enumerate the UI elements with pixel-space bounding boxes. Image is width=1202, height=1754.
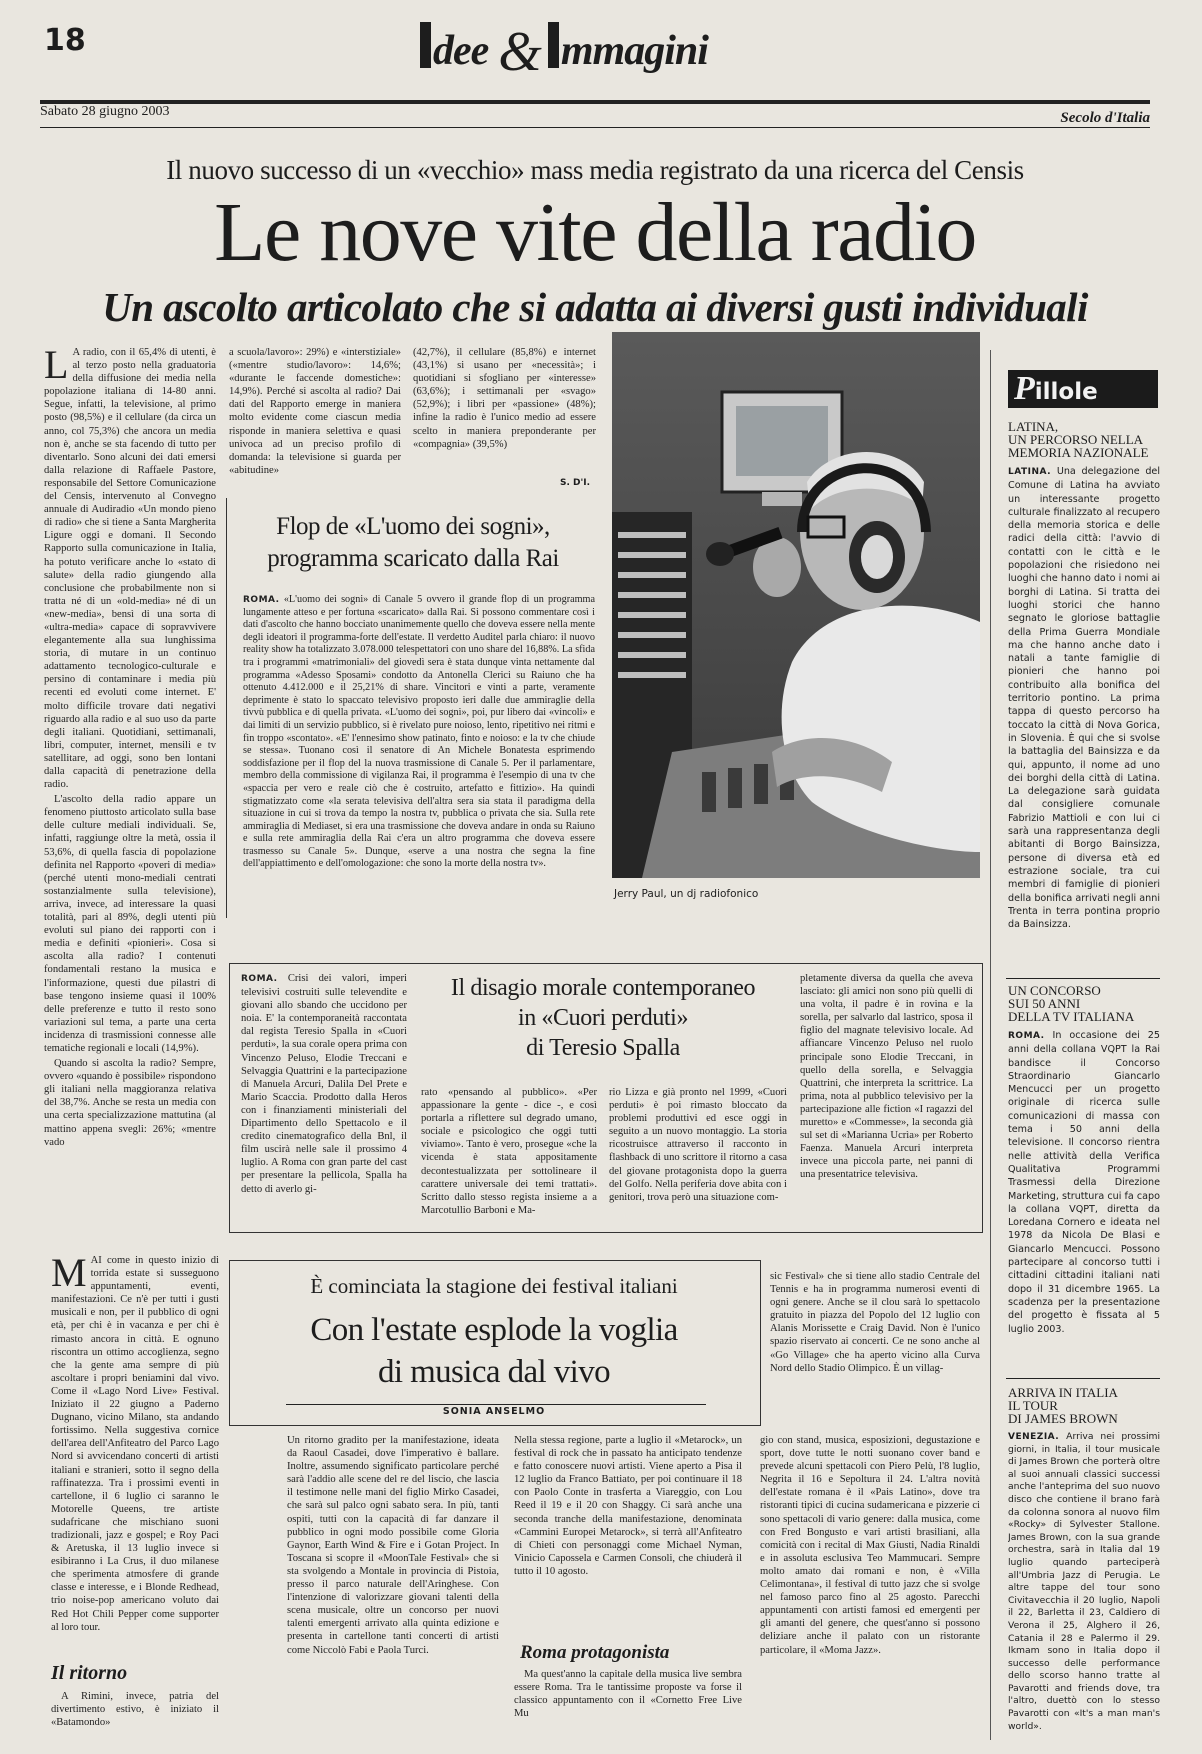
header-rule-2 xyxy=(40,127,1150,128)
disagio-col-1 xyxy=(241,972,407,1228)
festival-col3-text: Nella stessa regione, parte a luglio il «Metarock», un festival di rock che in passato ha anticipato tendenze e fatto conoscere nuovi artisti. Viene aperto a Pisa il 12 luglio da Franco Battiato, per poi continuare il 18 con Paolo Conte in trasferta a Viareggio, con Lou Reed il 19 e il 20 con Shaggy. Ci sarà anche una seconda tranche della manifestazione, denominata «Cammini Europei Metarock», si terrà all'Anfiteatro di Chieti con personaggi come Michael Nyman, Vinicio Capossela e Carmen Consoli, che chiuderà il tutto il 10 agosto. xyxy=(514,1435,742,1577)
sidebar-item-latina xyxy=(1008,420,1160,941)
sidebar-divider xyxy=(990,350,991,1740)
flop-body xyxy=(243,594,595,916)
disagio-col3-text: rio Lizza e già pronto nel 1999, «Cuori perduti» è poi rimasto bloccato da problemi produttivi ed esce oggi in seguito a un nuovo montaggio. La storia ricostruisce attraverso il racconto in flashback di uno scrittore il ritorno a casa del giovane protagonista dopo la guerra del Golfo. Nella periferia dove abita con i genitori, trova però una situazione com- xyxy=(609,1087,787,1203)
main-dropcap: L xyxy=(44,346,69,387)
sidebar-logo-initial: P xyxy=(1014,370,1035,407)
sidebar-item-concorso xyxy=(1008,984,1160,1379)
flop-headline-1: Flop de «L'uomo dei sogni», xyxy=(276,513,550,540)
festival-col3-tail xyxy=(514,1668,742,1732)
main-col3-p1: (42,7%), il cellulare (85,8%) e internet (43,1%) si usano per «necessità»; i quotidiani si sfogliano per «interesse» (63,6%); i settimanali per «svago» (52,9%); i libri per «passione» (48%); infine la radio è l'unico medio ad essere scelto in maniera preponderante per «compagnia» (39,5%) xyxy=(413,347,596,450)
disagio-col4-text: pletamente diversa da quella che aveva lasciato: gli amici non sono più quelli di una volta, il padre è in rovina e la sorella, per salvarlo dal lastrico, sposa il figlio del magnate televisivo locale. Ad affiancare Vincenzo Peluso nel ruolo principale sono Elodie Treccani, in quello della sorella, e Selvaggia Quattrini, che interpreta la scrittrice. La prima, nota al pubblico televisivo per la partecipazione alle fiction «I ragazzi del muretto» e «Commesse», la seconda già sul set di «Marianna Ucrìa» per Roberto Faenza. Manuela Arcuri interpreta invece una piccola parte, nei panni di una presentatrice televisiva. xyxy=(800,973,973,1181)
disagio-headline-3: di Teresio Spalla xyxy=(526,1035,680,1061)
concorso-place: ROMA. xyxy=(1008,1031,1045,1041)
section-bar-i2 xyxy=(548,22,559,68)
main-subheadline: Un ascolto articolato che si adatta ai diversi gusti individuali xyxy=(102,284,1088,330)
concorso-title-2: SUI 50 ANNI xyxy=(1008,996,1081,1011)
sidebar-logo xyxy=(1008,370,1158,408)
flop-place: ROMA. xyxy=(243,595,280,605)
sidebar-logo-text: illole xyxy=(1034,379,1098,405)
disagio-col-2 xyxy=(421,1086,597,1228)
latina-text: Una delegazione del Comune di Latina ha avviato un interessante progetto culturale finalizzato al recupero della memoria storica e delle radici della città: l'avvio di contatti con le città e le popolazioni che risiedono nei luoghi che hanno dato i nomi ai borghi di Latina. Si tratta dei luoghi storici che hanno segnato le gloriose battaglie della Prima Guerra Mondiale ma che hanno anche dato i natali a tante famiglie di pionieri che hanno poi contribuito alla bonifica del territorio pontino. La prima tappa di questo percorso ha toccato la città di Nova Gorica, in Slovenia. È qui che si svolse la battaglia del Bainsizza e da qui, appunto, il nome ad uno dei borghi della città di Latina. La delegazione sarà guidata dal consigliere comunale Fabrizio Mattioli e con lui ci sarà una rappresentanza degli abitanti di Borgo Bainsizza, persone di diversa età ed estrazione sociale, tra cui membri di famiglie di pionieri della bonifica arrivati negli anni Trenta in terra pontina proprio da Bainsizza. xyxy=(1008,466,1160,931)
festival-col-2 xyxy=(287,1434,499,1734)
latina-title-3: MEMORIA NAZIONALE xyxy=(1008,445,1149,460)
disagio-headline-2: in «Cuori perduti» xyxy=(517,1005,689,1031)
festival-kicker: È cominciata la stagione dei festival italiani xyxy=(310,1274,678,1298)
photo-caption: Jerry Paul, un dj radiofonico xyxy=(614,888,759,900)
section-title-part2: mmagini xyxy=(560,28,708,74)
main-col-3 xyxy=(413,346,596,480)
festival-subhead-roma: Roma protagonista xyxy=(520,1642,670,1663)
festival-col4-text: gio con stand, musica, esposizioni, degustazione e sport, dove tutte le notti suonano cover band e prevede alcuni spettacoli con Piero Pelù, l'8 luglio, Negrita il 16 e Sepoltura il 24. L'altra novità dell'estate romana è il «Pais Latino», dove tra ristoranti tipici di cucina sudamericana e pizzerie ci sono spettacoli di vario genere: dalla musica, come con Fred Bongusto e vari artisti brasiliani, alla comicità con i recital di Max Giusti, Nadia Rinaldi e in assoluta esclusiva Teo Mammucari. Sempre molto amato dai romani e non, è «Villa Celimontana», il festival di tutto jazz che si svolge nel famoso parco fino al 25 agosto. Parecchi appuntamenti con artisti famosi ed emergenti per gli amanti del genere, che quest'anno si possono deliziare anche il palato con un ristorante particolare, il «Moma Jazz». xyxy=(760,1435,980,1656)
dj-photo-illustration xyxy=(612,332,980,878)
main-col2-p1: a scuola/lavoro»: 29%) e «interstiziale» («mentre studio/lavoro»: 14,6%; «durante le faccende domestiche»: 14,9%). Perché si ascolta al radio? Dai dati del Rapporto emerge in maniera molto evidente come ciascun media risponde in maniera selettiva e quasi univoca ad un preciso profilo di domanda: la televisione si guarda per «abitudine» xyxy=(229,347,401,476)
festival-author-rule xyxy=(286,1404,706,1405)
festival-col3-tail-text: Ma quest'anno la capitale della musica live sembra essere Roma. Tra le tantissime proposte va forse il classico appuntamento con il «Cornetto Free Live Mu xyxy=(514,1669,742,1720)
disagio-headline-1: Il disagio morale contemporaneo xyxy=(450,975,756,1001)
festival-headline-1: Con l'estate esplode la voglia xyxy=(310,1312,678,1348)
festival-col-1 xyxy=(51,1254,219,1654)
flop-text: «L'uomo dei sogni» di Canale 5 ovvero il grande flop di un programma lungamente atteso e per fortuna «scaricato» dalla Rai. Si possono commentare così i dati d'ascolto che hanno bocciato unanimemente quello che doveva essere nella mente degli ideatori il programma-forte dell'estate. Il verdetto Auditel parla chiaro: il nuovo reality show ha totalizzato 3.078.000 telespettatori con uno share del 16,88%. La sfida tra i programmi «matrimoniali» del giovedì sera è stata dunque vinta nettamente dal programma «Adesso Sposami» condotto da Antonella Clerici su Raiuno che ha ottenuto 4.412.000 e il 25,21% di share. Vincitori e vinti a parte, veramente deprimente è stato lo spaccato televisivo proposto ieri dalle due ammiraglie della tivvù pubblica e di quella privata. «L'uomo dei sogni», poi, pur libero dai «vincoli» e dai limiti di un servizio pubblico, si è rivelato pure noioso, lento, ripetitivo nei ritmi e fin troppo «scontato». «E' l'ennesimo show patinato, finto e noioso: e la tv che chiude se stessa». Tuonano così il senatore di An Michele Bonatesta esprimendo soddisfazione per il flop del la nuova trasmissione di Canale 5. Per il parlamentare, membro della commissione di vigilanza Rai, il programma è l'esempio di una tv che «spaccia per vero e reale ciò che è costruito, artefatto e fittizio». Ha quindi stigmatizzato come «la serata televisiva dell'altra sera sia stata il paradigma della situazione in cui si trova da tempo la nostra tv, pubblica o privata che sia. Sulla rete ammiraglia di Mediaset, si era una trasmissione che doveva andare in onda su Raiuno e sulla rete ammiraglia della Rai c'era un altro programma che doveva essere trasmesso su Canale 5». Dunque, «serve a una nostra che segna la fine dell'appiattimento e dell'omologazione: che sono la morte della nostra tv». xyxy=(243,594,595,870)
main-col-1 xyxy=(44,346,216,1226)
latina-title-2: UN PERCORSO NELLA xyxy=(1008,432,1144,447)
disagio-col-3 xyxy=(609,1086,787,1228)
sidebar-rule-1 xyxy=(1006,978,1160,979)
festival-col1-tail xyxy=(51,1690,219,1730)
main-headline: Le nove vite della radio xyxy=(214,186,976,279)
section-title-part1: dee xyxy=(433,28,489,74)
disagio-col-4 xyxy=(800,972,973,1228)
main-col1-p2: L'ascolto della radio appare un fenomeno piuttosto articolato sulla base delle culture mediali individuali. Se, infatti, raggiunge oltre la metà, ossia il 53,6%, di quella fascia di popolazione definita nel Rapporto «poveri di media» (perché utenti mono-mediali centrati sostanzialmente sulla televisione), arriva, invece, ad interessare la quasi totalità, pari al 89%, degli utenti più evoluti sul piano dei rapporti con i media e definiti «pionieri». Cosa si ascolta alla radio? I contenuti fondamentali restano la musica e l'informazione, questi due pilastri di base tengono insieme quasi il 100% delle preferenze e tutto il resto sono variazioni sul tema, a parte una certa incidenza di trasmissioni connesse alle tematiche regionali e locali (14,9%). xyxy=(44,794,216,1054)
section-title-ampersand: & xyxy=(498,21,542,83)
date-line: Sabato 28 giugno 2003 xyxy=(40,104,170,119)
main-col1-p3: Quando si ascolta la radio? Sempre, ovvero «quando è possibile» rispondono gli italiani nella maggioranza relativa del 38,7%. Anche se resta un media con una certa specializzazione mattutina (al mattino appena svegli: 26%; «mentre vado xyxy=(44,1058,216,1148)
main-signature: S. D'I. xyxy=(560,478,591,488)
main-col1-p1: A radio, con il 65,4% di utenti, è al terzo posto nella graduatoria della diffusione dei media nella popolazione italiana di 14-80 anni. Segue, infatti, la televisione, al primo posto (98,5%) e il cellulare (da circa un anno, col 75,3%) che ancora un media non è, anche se sta facendo di tutto per diventarlo. Sono alcuni dei dati emersi dalla relazione di Raffaele Pastore, responsabile del Settore Comunicazione del Censis, intervenuto al Convegno annuale di Audiradio «Un mondo pieno di radio» che si tiene a Santa Margherita Ligure oggi e domani. Il Secondo Rapporto sulla comunicazione in Italia, ha potuto verificare anche lo «stato di salute» della radio giungendo alla conclusione che probabilmente non si tratta né di un «old-media» né di un «new-media», bensì di una sorta di «ultra-media» capace di sopravvivere elegantemente alla sua lunghissima storia, di mutare in un continuo adattamento tecnologico-culturale e persino di contaminare i media più recenti ed evoluti come internet. E' molto difficile trovare dati negativi riguardo alla radio e al suo uso da parte degli italiani. Quotidiani, settimanali, libri, computer, internet, mensili e tv satellitare, ad oggi, sono ben lontani dalla capacità di penetrazione della radio. xyxy=(44,347,216,791)
latina-place: LATINA. xyxy=(1008,467,1052,477)
sidebar-rule-2 xyxy=(1006,1378,1160,1379)
festival-col2-text: Un ritorno gradito per la manifestazione, ideata da Raoul Casadei, dove l'imperativo è ballare. Inoltre, assumendo significato particolare perché sarà l'addio alle scene del re del liscio, che lascia il testimone nelle mani del figlio Mirko Casadei, che sarà sul palco ogni sabato sera. In più, tanti ospiti, tutti con la capacità di far danzare il pubblico in ogni modo possibile come Gloria Gaynor, Earth Wind & Fire e i Gotan Project. In Toscana si scopre il «MoonTale Festival» che si sta svolgendo a Montale in provincia di Pistoia, presso il parco naturale dell'Aringhese. Con l'intenzione di valorizzare giovani talenti della scena musicale, oltre un concorso per nuovi talenti emergenti arrivato alla quinta edizione e presenta in cartellone tanti concerti di artisti come Niccolò Fabi e Paola Turci. xyxy=(287,1435,499,1656)
festival-author: SONIA ANSELMO xyxy=(442,1406,546,1417)
flop-headline-2: programma scaricato dalla Rai xyxy=(267,545,559,572)
main-kicker: Il nuovo successo di un «vecchio» mass media registrato da una ricerca del Censis xyxy=(166,155,1024,185)
disagio-col1-text: Crisi dei valori, imperi televisivi costruiti sulle televendite e giovani allo sbando che uccidono per noia. E' la contemporaneità raccontata dal regista Teresio Spalla in «Cuori perduti», la sua corale opera prima con Vincenzo Peluso, Elodie Treccani e Selvaggia Quattrini e la partecipazione di Manuela Arcuri, Dalila Del Prete e Mario Scaccia. Prodotto dalla Heros con i finanziamenti ministeriali del Dipartimento dello Spettacolo e il credito cinematografico della Bnl, il film uscirà nelle sale il prossimo 4 luglio. A Roma con gran parte del cast per presentare la pellicola, Spalla ha detto di averlo gi- xyxy=(241,973,407,1195)
dj-photo xyxy=(612,332,980,878)
header-rule xyxy=(40,100,1150,104)
festival-col1-text: AI come in questo inizio di torrida estate si susseguono appuntamenti, eventi, manifestazioni. Ce n'è per tutti i gusti musicali e non, per il pubblico di ogni età, per chi è in vacanza e per chi è rimasto ancora in città. E ognuno riscontra un ottimo accoglienza, segno che la gente ama sempre di più ascoltare i propri beniamini dal vivo. Come il «Lago Nord Live» Festival. Iniziato il 22 giugno a Paderno Dugnano, vicino Milano, sta andando fortissimo. Nella suggestiva cornice dell'area dell'Anfiteatro del Parco Lago Nord si avvicendano concerti di artisti italiani e stranieri, sotto il segno della raffinatezza. Tra i prossimi eventi in cartellone, il 6 luglio ci saranno le Motorelle Queens, tre artiste sudafricane che mischiano suoni tradizionali, jazz e gospel; e Roy Paci & Aretuska, il 13 luglio invece si esibiranno i La Crus, il duo milanese che sperimenta atmosfere di grande classe e interesse, e i Blonde Redhead, trio noise-pop americano voluto dai Red Hot Chili Pepper come supporter al loro tour. xyxy=(51,1255,219,1633)
festival-dropcap: M xyxy=(51,1254,87,1295)
disagio-place: ROMA. xyxy=(241,974,278,984)
latina-body xyxy=(1008,465,1160,941)
newspaper-name: Secolo d'Italia xyxy=(1060,110,1150,126)
festival-col-3 xyxy=(514,1434,742,1634)
concorso-title-3: DELLA TV ITALIANA xyxy=(1008,1009,1135,1024)
james-brown-text: Arriva nei prossimi giorni, in Italia, il tour musicale di James Brown che porterà oltre al suoi annuali classici successi anche l'anteprima del suo nuovo disco che contiene il brano farà da colonna sonora al nuovo film «Rocky» di Sylvester Stallone. James Brown, con la sua grande orchestra, sarà in Italia dal 19 luglio quando parteciperà all'Umbria Jazz di Perugia. Le altre tappe del tour sono Civitavecchia il 20 luglio, Napoli il 22, Barletta il 23, Caldiero di Verona il 25, Alghero il 26, Catania il 28 e Palermo il 29. Ikmam sono in Italia dopo il successo delle performance dello scorso hanno tratte al Pavarotti and friends dove, tra l'altro, duettò con lo stesso Pavarotti con «It's a man man's world». xyxy=(1008,1431,1160,1732)
disagio-col2-text: rato «pensando al pubblico». «Per appassionare la gente - dice -, e così portarla a riflettere sul degrado umano, sociale e psicologico che oggi tutti viviamo». Tanto è vero, prosegue «che la vicenda è stata appositamente decontestualizzata per sottolineare il carattere universale dei temi trattati». Scritto dallo stesso regista insieme a a Marcotullio Barboni e Ma- xyxy=(421,1087,597,1216)
james-brown-title-3: DI JAMES BROWN xyxy=(1008,1411,1118,1426)
festival-col1-tail-text: A Rimini, invece, patria del divertimento estivo, è iniziato il «Batamondo» xyxy=(51,1691,219,1729)
festival-col-4 xyxy=(760,1434,980,1734)
festival-col4-top-text: sic Festival» che si tiene allo stadio Centrale del Tennis e ha in programma numerosi eventi di ogni genere. Anche se il clou sarà lo spettacolo gratuito in piazza del Popolo del 12 luglio con Alanis Morissette e Craig David. Non è l'unico spazio riservato ai concerti. Ce ne sono anche al «Go Village» che ha aperto vicino alla Curva Nord dello Stadio Olimpico. È un villag- xyxy=(770,1271,980,1374)
james-brown-title-2: IL TOUR xyxy=(1008,1398,1058,1413)
section-title xyxy=(420,20,708,100)
concorso-body xyxy=(1008,1029,1160,1379)
latina-title-1: LATINA, xyxy=(1008,419,1059,434)
james-brown-title-1: ARRIVA IN ITALIA xyxy=(1008,1385,1118,1400)
festival-subhead-ritorno: Il ritorno xyxy=(51,1662,128,1684)
james-brown-place: VENEZIA. xyxy=(1008,1432,1060,1442)
section-bar-i xyxy=(420,22,431,68)
sidebar-item-james-brown xyxy=(1008,1386,1160,1741)
concorso-title-1: UN CONCORSO xyxy=(1008,983,1101,998)
main-col-2 xyxy=(229,346,401,480)
concorso-text: In occasione dei 25 anni della collana VQPT la Rai bandisce il Concorso Straordinario Giancarlo Mencucci per un progetto originale di ricerca sulle comunicazioni di massa con tema i 50 anni della televisione. Il concorso rientra nelle attività della Verifica Qualitativa Programmi Trasmessi della Direzione Marketing, struttura cui fa capo la collana VQPT, diretta da Loredana Cornero e ideata nel 1978 da Nicola De Blasi e Giancarlo Mencucci. Possono partecipare al concorso tutti i cittadini cittadini italiani nati dopo il 31 dicembre 1965. La scadenza per la presentazione del progetto è fissata al 5 luglio 2003. xyxy=(1008,1030,1160,1335)
james-brown-body xyxy=(1008,1431,1160,1741)
festival-headline-2: di musica dal vivo xyxy=(377,1354,611,1390)
page-number: 18 xyxy=(44,23,86,58)
festival-col-4-top xyxy=(770,1270,980,1428)
